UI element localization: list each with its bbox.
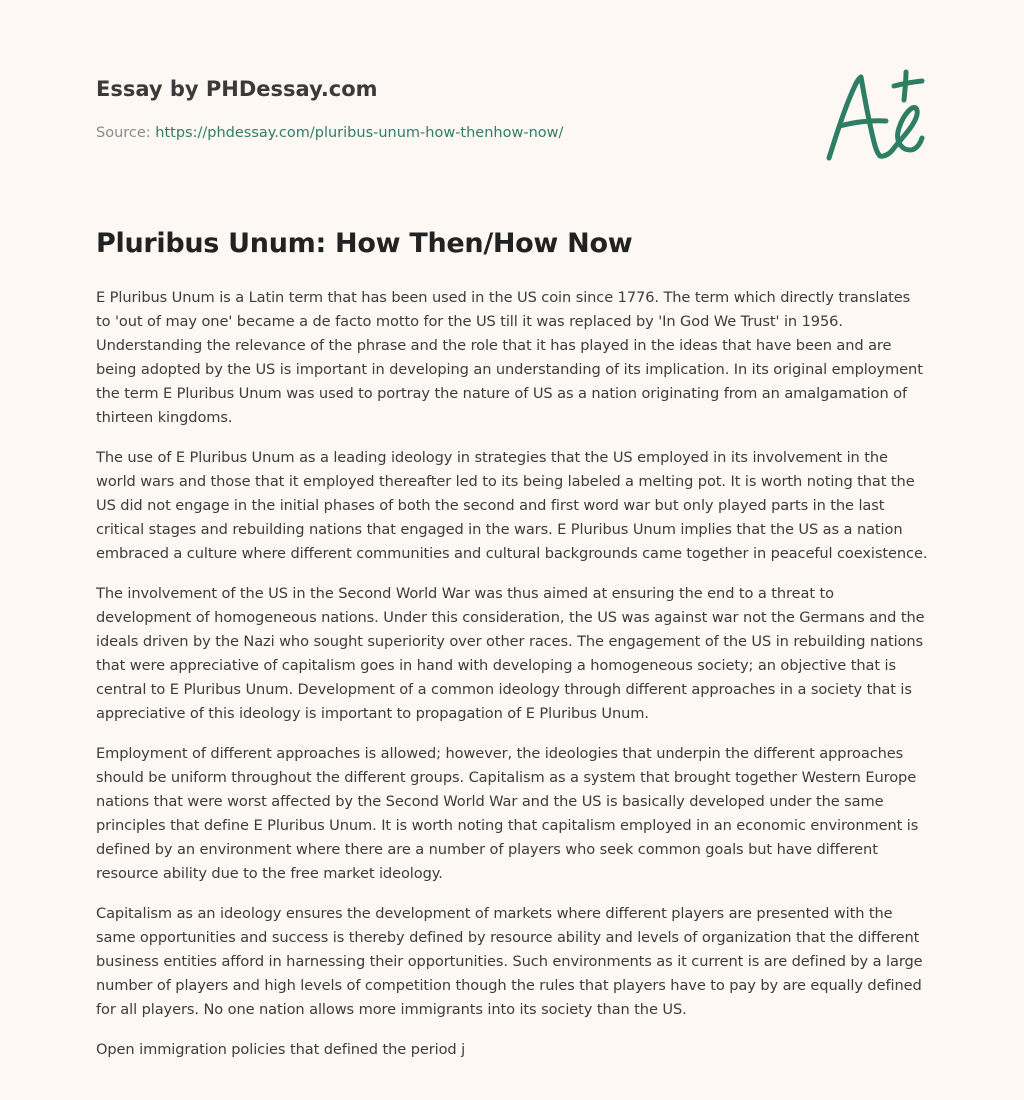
page-header xyxy=(96,74,796,143)
source-line xyxy=(96,123,796,143)
essay-paragraph: The involvement of the US in the Second World War was thus aimed at ensuring the end to a threat to development of homogeneous nations. Under this consideration, the US was against war not the Germans and the ideals driven by the Nazi who sought superiority over other races. The engagement of the US in rebuilding nations that were appreciative of capitalism goes in hand with developing a homogeneous society; an objective that is central to E Pluribus Unum. Development of a common ideology through different approaches in a society that is appreciative of this ideology is important to propagation of E Pluribus Unum. xyxy=(96,585,925,722)
site-title: Essay by PHDessay.com xyxy=(96,77,378,101)
source-label: Source: xyxy=(96,125,156,141)
essay-paragraph: E Pluribus Unum is a Latin term that has been used in the US coin since 1776. The term which directly translates to 'out of may one' became a de facto motto for the US till it was replaced by 'In God We Trust' in 1956. Understanding the relevance of the phrase and the role that it has played in the ideas that have been and are being adopted by the US is important in developing an understanding of its implication. In its original employment the term E Pluribus Unum was used to portray the nature of US as a nation originating from an amalgamation of thirteen kingdoms. xyxy=(96,289,923,426)
essay-body xyxy=(96,286,928,1078)
source-link[interactable]: https://phdessay.com/pluribus-unum-how-thenhow-now/ xyxy=(155,125,564,141)
essay-title: Pluribus Unum: How Then/How Now xyxy=(96,228,633,259)
essay-paragraph: Open immigration policies that defined the period j xyxy=(96,1041,466,1058)
essay-paragraph: Capitalism as an ideology ensures the development of markets where different players are presented with the same opportunities and success is thereby defined by resource ability and levels of organization that the different business entities afford in harnessing their opportunities. Such environments as it current is are defined by a large number of players and high levels of competition though the rules that players have to pay by are equally defined for all players. No one nation allows more immigrants into its society than the US. xyxy=(96,905,923,1018)
essay-paragraph: Employment of different approaches is allowed; however, the ideologies that underpin the different approaches should be uniform throughout the different groups. Capitalism as a system that brought together Western Europe nations that were worst affected by the Second World War and the US is basically developed under the same principles that define E Pluribus Unum. It is worth noting that capitalism employed in an economic environment is defined by an environment where there are a number of players who seek common goals but have different resource ability due to the free market ideology. xyxy=(96,745,919,882)
essay-paragraph: The use of E Pluribus Unum as a leading ideology in strategies that the US employed in its involvement in the world wars and those that it employed thereafter led to its being labeled a melting pot. It is worth noting that the US did not engage in the initial phases of both the second and first word war but only played parts in the last critical stages and rebuilding nations that engaged in the wars. E Pluribus Unum implies that the US as a nation embraced a culture where different communities and cultural backgrounds came together in peaceful coexistence. xyxy=(96,449,928,562)
a-plus-logo-icon xyxy=(820,64,930,166)
